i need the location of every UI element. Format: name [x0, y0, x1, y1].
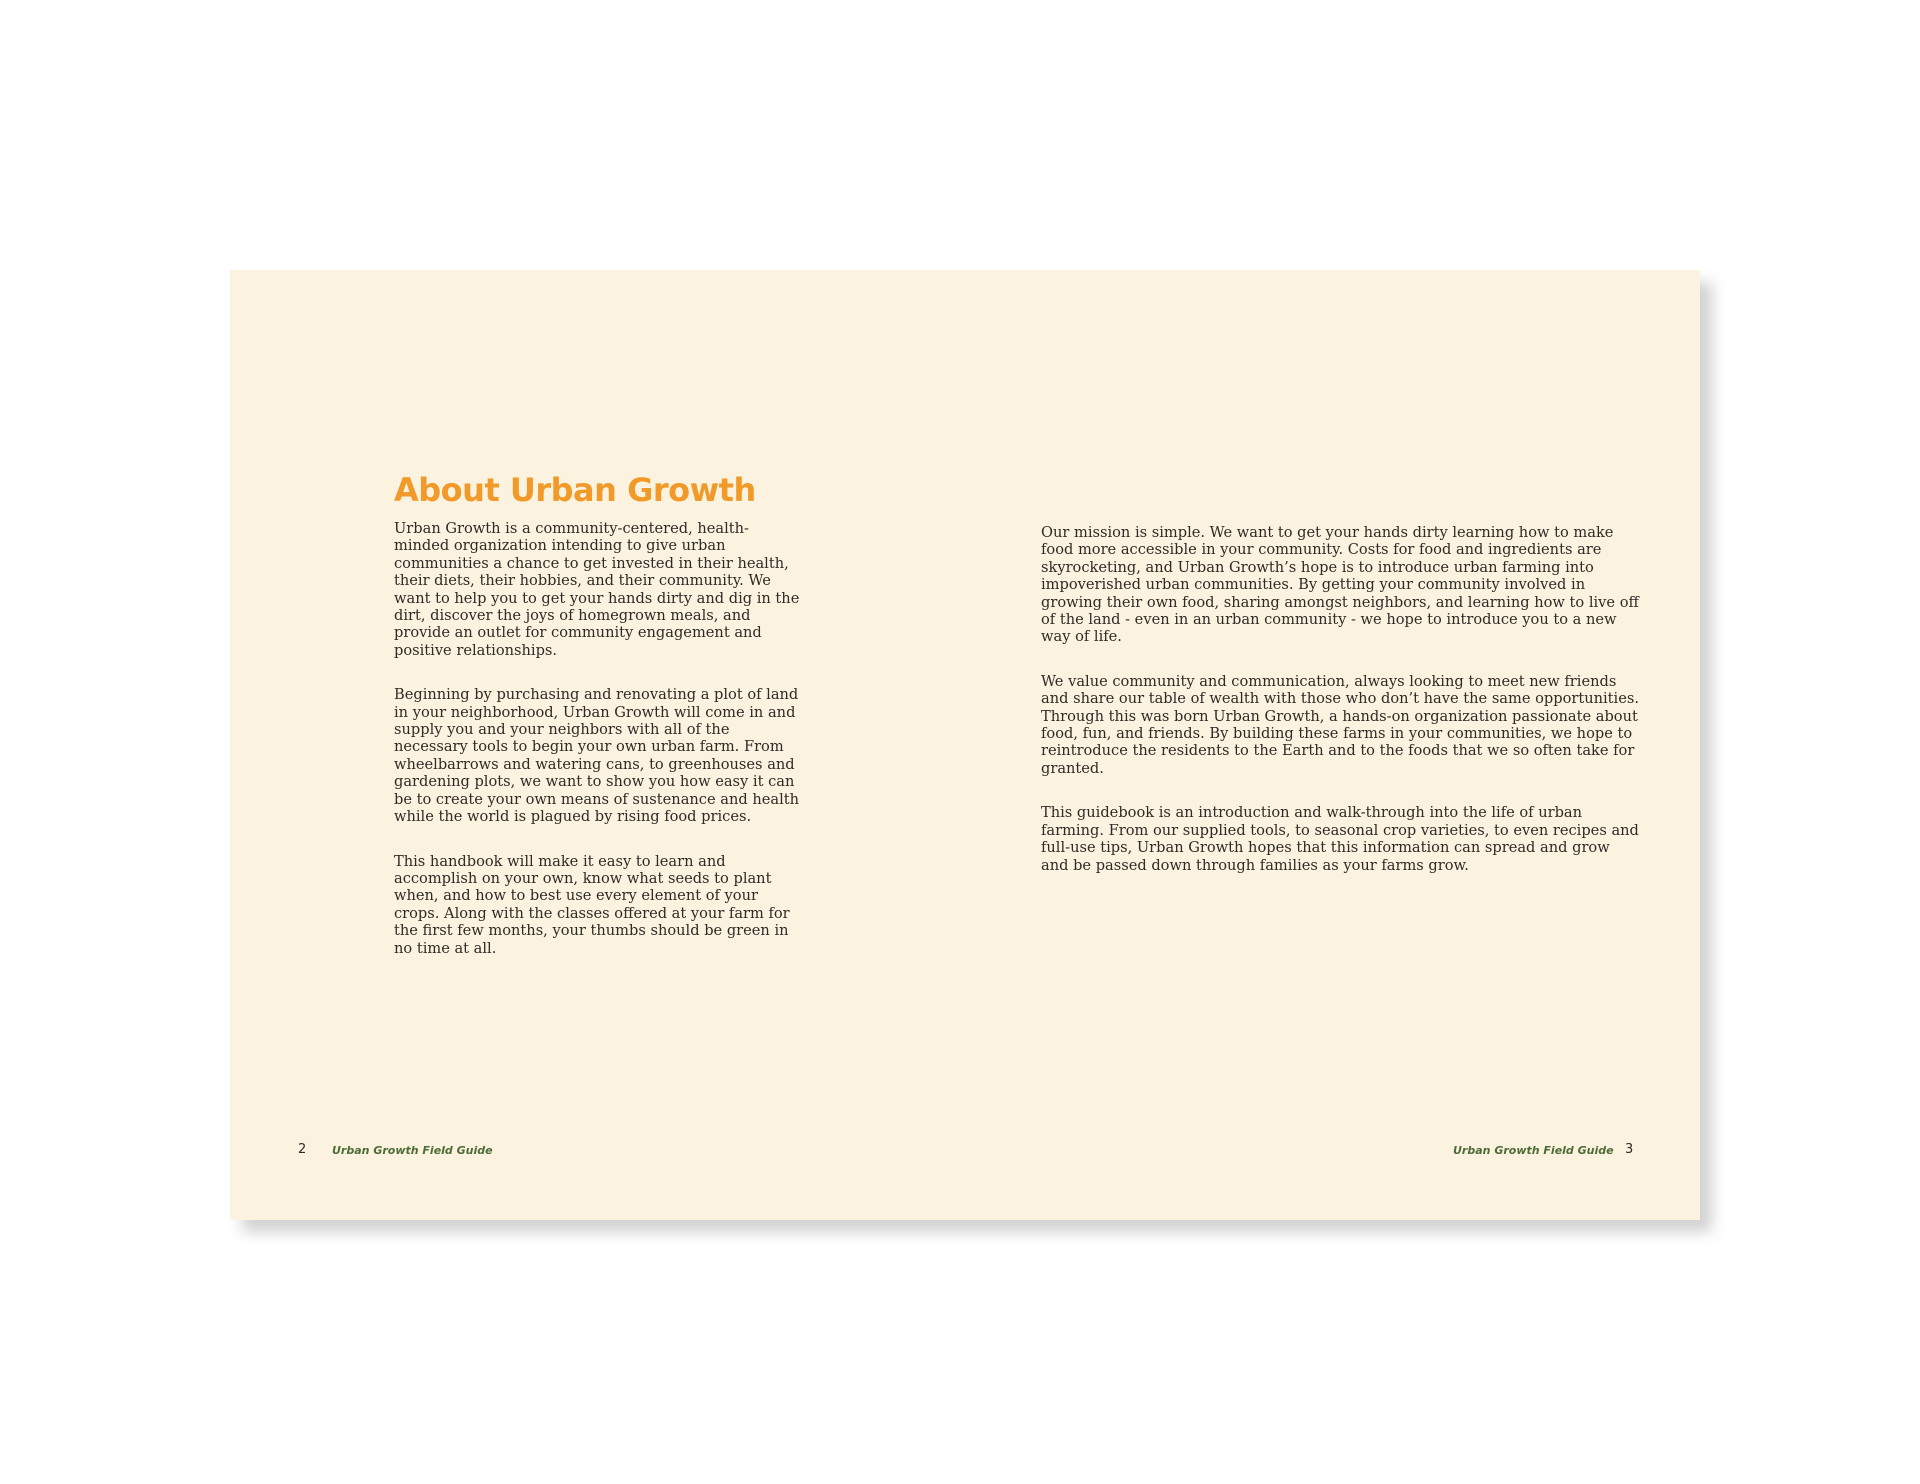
right-page-number: 3 [1625, 1142, 1634, 1157]
left-page-number: 2 [298, 1142, 307, 1157]
left-page-content [394, 470, 804, 984]
left-paragraph-3: This handbook will make it easy to learn and accomplish on your own, know what seeds to plant when, and how to best use every element of your crops. Along with the classes offered at your farm for the first few months, your thumbs should be green in no time at all. [394, 852, 790, 957]
left-paragraph-2: Beginning by purchasing and renovating a plot of land in your neighborhood, Urban Growth will come in and supply you and your neighbors with all of the necessary tools to begin your own urban farm. From wheelbarrows and watering cans, to greenhouses and gardening plots, we want to show you how easy it can be to create your own means of sustenance and health while the world is plagued by rising food prices. [394, 686, 799, 826]
right-paragraph-2: We value community and communication, always looking to meet new friends and share our table of wealth with those who don’t have the same opportunities. Through this was born Urban Growth, a hands-on organization passionate about food, fun, and friends. By building these farms in your communities, we hope to reintroduce the residents to the Earth and to the foods that we so often take for granted. [1041, 672, 1639, 777]
book-spread [230, 270, 1700, 1220]
right-running-footer: Urban Growth Field Guide [1453, 1144, 1614, 1157]
left-paragraph-1: Urban Growth is a community-centered, health-minded organization intending to give urban communities a chance to get invested in their health, their diets, their hobbies, and their community. We want to help you to get your hands dirty and dig in the dirt, discover the joys of homegrown meals, and provide an outlet for community engagement and positive relationships. [394, 520, 800, 659]
right-paragraph-3: This guidebook is an introduction and walk-through into the life of urban farming. From our supplied tools, to seasonal crop varieties, to even recipes and full-use tips, Urban Growth hopes that this information can spread and grow and be passed down through families as your farms grow. [1041, 804, 1639, 874]
right-paragraph-1: Our mission is simple. We want to get your hands dirty learning how to make food more accessible in your community. Costs for food and ingredients are skyrocketing, and Urban Growth’s hope is to introduce urban farming into impoverished urban communities. By getting your community involved in growing their own food, sharing amongst neighbors, and learning how to live off of the land - even in an urban community - we hope to introduce you to a new way of life. [1041, 524, 1639, 646]
right-page-content [1041, 524, 1641, 901]
left-running-footer: Urban Growth Field Guide [332, 1144, 493, 1157]
page-heading: About Urban Growth [394, 471, 756, 509]
